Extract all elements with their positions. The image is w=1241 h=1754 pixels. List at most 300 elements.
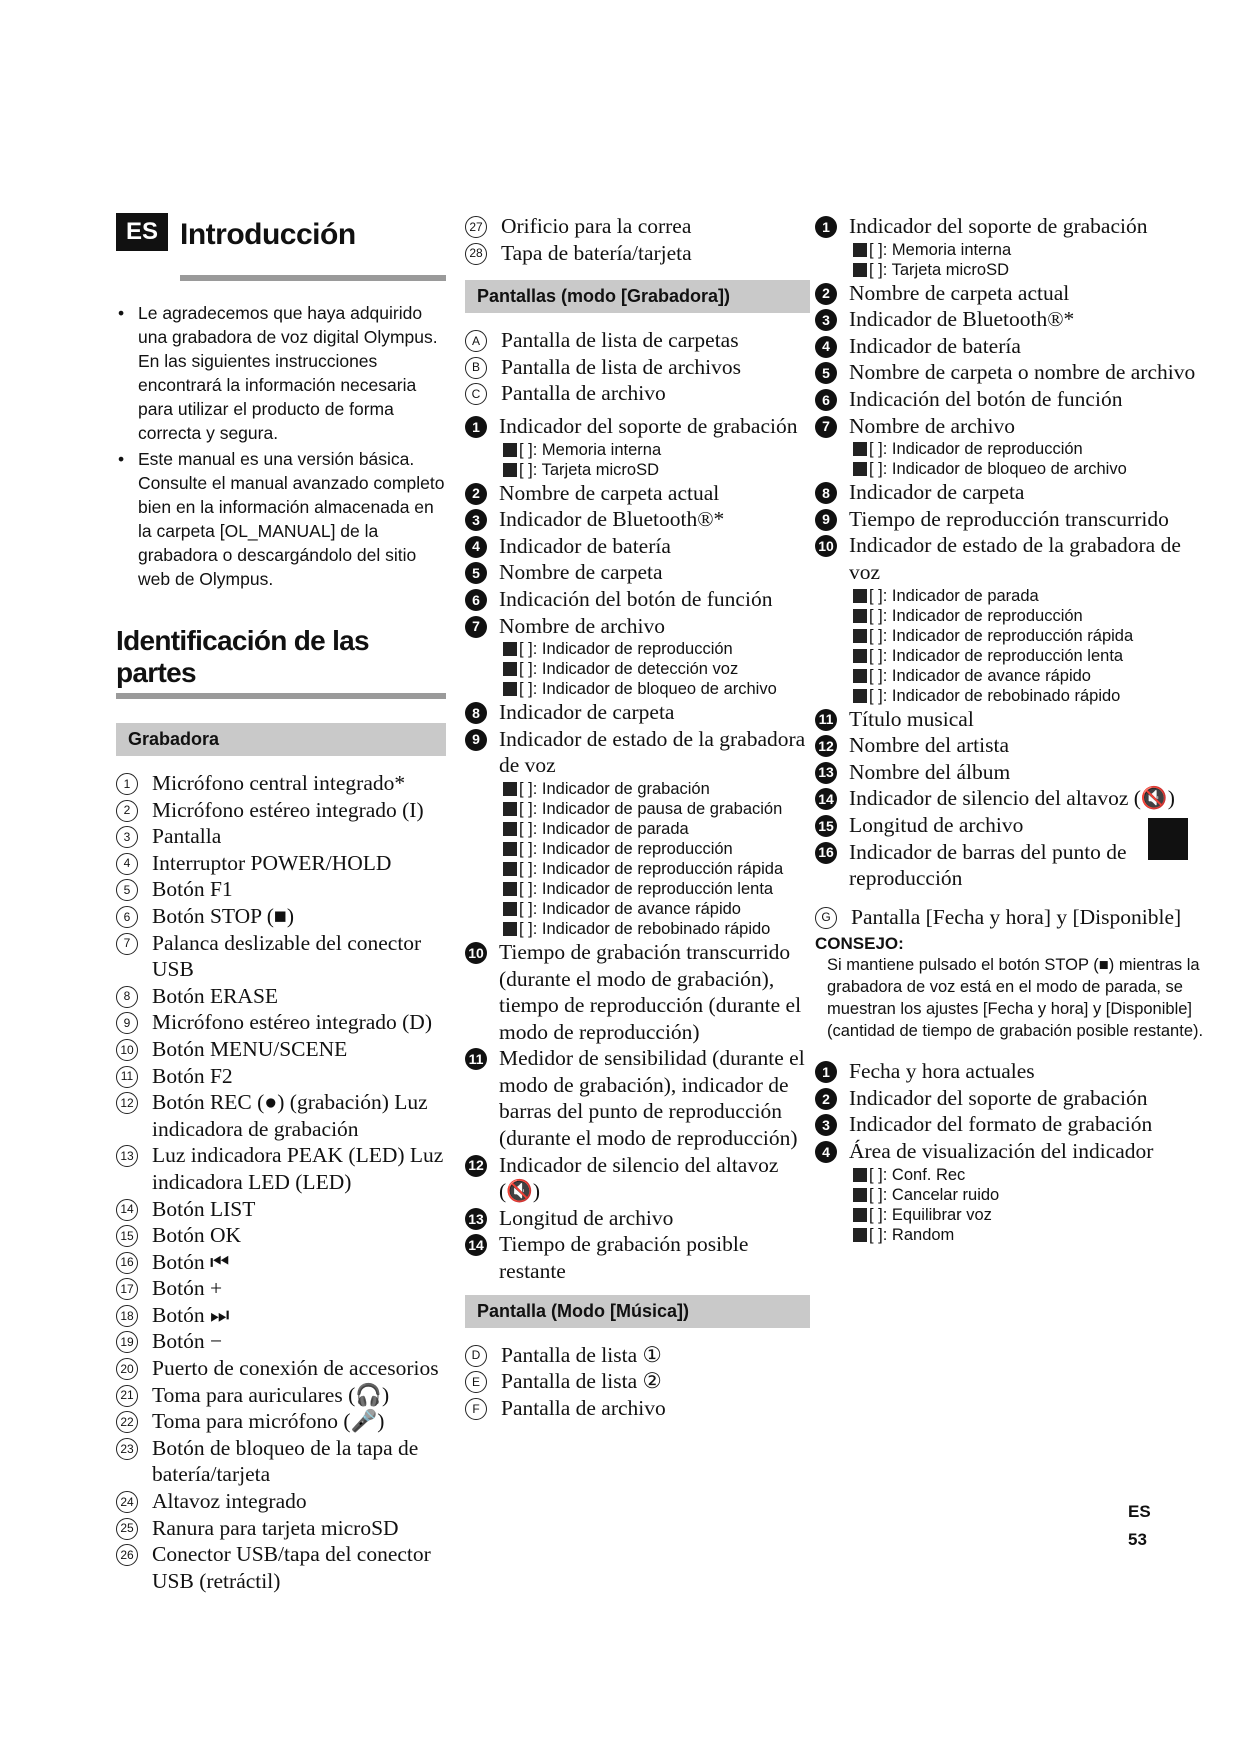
sub-item <box>815 646 1210 666</box>
screen-g-label: Pantalla [Fecha y hora] y [Disponible] <box>851 904 1182 929</box>
list-item <box>116 797 446 824</box>
sub-item <box>815 459 1210 479</box>
indicator-icon <box>503 862 517 876</box>
black-circle-number: 9 <box>815 509 837 531</box>
black-circle-number: 16 <box>815 842 837 864</box>
item-label: Puerto de conexión de accesorios <box>152 1356 439 1381</box>
sub-label: [ ]: Memoria interna <box>519 440 662 459</box>
indicator-icon <box>853 243 867 257</box>
sub-item <box>465 659 810 679</box>
item-label: Nombre de carpeta actual <box>499 480 720 505</box>
list-item <box>815 506 1210 533</box>
list-item <box>116 1222 446 1249</box>
sub-item <box>465 879 810 899</box>
black-circle-number: 1 <box>815 216 837 238</box>
indicator-icon <box>503 443 517 457</box>
circle-number: 20 <box>116 1358 138 1380</box>
item-label: Botón STOP (■) <box>152 903 295 928</box>
sub-item <box>815 606 1210 626</box>
list-item <box>465 939 810 1045</box>
black-circle-number: 1 <box>815 1061 837 1083</box>
sub-item <box>465 460 810 480</box>
item-label: Indicador de Bluetooth®* <box>849 307 1075 332</box>
language-badge: ES <box>116 213 168 251</box>
screen-list <box>465 1342 810 1422</box>
intro-bullet: • Este manual es una versión básica. Consulte el manual avanzado completo bien en la información almacenada en la carpeta [OL_MANUAL] de la grabadora o descargándolo del sitio web de Olympus. <box>116 447 446 591</box>
section-band: Pantallas (modo [Grabadora]) <box>465 280 810 313</box>
sub-item <box>815 260 1210 280</box>
item-label: Indicador de batería <box>849 333 1021 358</box>
item-label: Interruptor POWER/HOLD <box>152 850 392 875</box>
indicator-list <box>465 413 810 1285</box>
sub-item <box>815 1225 1210 1245</box>
indicator-icon <box>503 463 517 477</box>
indicator-icon <box>503 922 517 936</box>
circle-number: 3 <box>116 826 138 848</box>
circle-number: 7 <box>116 933 138 955</box>
black-circle-number: 13 <box>465 1208 487 1230</box>
item-label: Botón de bloqueo de la tapa de batería/tarjeta <box>152 1435 419 1487</box>
list-item <box>116 823 446 850</box>
list-item <box>116 1063 446 1090</box>
list-item <box>465 613 810 640</box>
indicator-icon <box>853 689 867 703</box>
sub-label: [ ]: Random <box>869 1225 955 1244</box>
circle-number: 23 <box>116 1438 138 1460</box>
item-label: Indicador de silencio del altavoz (🔇) <box>499 1152 779 1204</box>
list-item <box>116 1275 446 1302</box>
list-item <box>465 1231 810 1284</box>
black-circle-number: 14 <box>465 1234 487 1256</box>
item-label: Indicador de silencio del altavoz (🔇) <box>849 786 1175 811</box>
indicator-icon <box>503 882 517 896</box>
sub-item <box>465 919 810 939</box>
indicator-icon <box>853 649 867 663</box>
item-label: Indicador de batería <box>499 533 671 558</box>
list-item <box>815 1085 1210 1112</box>
sub-item <box>815 439 1210 459</box>
black-circle-number: 12 <box>815 735 837 757</box>
indicator-icon <box>853 263 867 277</box>
list-item <box>815 386 1210 413</box>
list-item <box>815 413 1210 440</box>
item-label: Medidor de sensibilidad (durante el modo de grabación), indicador de barras del punto de reproducción (durante el modo de reproducción) <box>499 1046 805 1151</box>
item-label: Botón REC (●) (grabación) Luz indicadora de grabación <box>152 1090 428 1141</box>
sub-item <box>465 799 810 819</box>
screen-g <box>815 904 1210 931</box>
item-label: Indicador del soporte de grabación <box>499 413 798 438</box>
list-item <box>815 1058 1210 1085</box>
item-label: Luz indicadora PEAK (LED) Luz indicadora LED (LED) <box>152 1143 444 1194</box>
list-item <box>116 1036 446 1063</box>
indicator-icon <box>503 822 517 836</box>
indicator-icon <box>853 609 867 623</box>
indicator-icon <box>853 442 867 456</box>
indicator-icon <box>853 1168 867 1182</box>
circle-number: 8 <box>116 986 138 1008</box>
list-item <box>815 333 1210 360</box>
indicator-list <box>815 1058 1210 1244</box>
list-item <box>815 479 1210 506</box>
item-label: Nombre de archivo <box>499 613 665 638</box>
circle-number: 4 <box>116 853 138 875</box>
circle-number: 17 <box>116 1278 138 1300</box>
list-item <box>116 983 446 1010</box>
list-item <box>465 1368 810 1395</box>
circle-number: 15 <box>116 1225 138 1247</box>
black-circle-number: 15 <box>815 815 837 837</box>
item-label: Indicador de estado de la grabadora de voz <box>849 533 1181 584</box>
item-label: Nombre de archivo <box>849 413 1015 438</box>
footer-lang: ES <box>1128 1502 1151 1521</box>
sub-item <box>465 440 810 460</box>
indicator-icon <box>853 1208 867 1222</box>
item-label: Indicador del formato de grabación <box>849 1112 1153 1137</box>
indicator-icon <box>503 842 517 856</box>
circle-number: 26 <box>116 1544 138 1566</box>
item-label: Indicador del soporte de grabación <box>849 214 1148 238</box>
sub-label: [ ]: Indicador de avance rápido <box>869 666 1091 685</box>
item-label: Botón ⏭ <box>152 1302 230 1327</box>
list-item <box>465 533 810 560</box>
circle-number: 14 <box>116 1199 138 1221</box>
list-item <box>116 1196 446 1223</box>
indicator-icon <box>503 782 517 796</box>
section-band: Grabadora <box>116 723 446 756</box>
item-label: Toma para micrófono (🎤) <box>152 1409 385 1434</box>
indicator-icon <box>503 642 517 656</box>
list-item <box>465 240 810 267</box>
list-item <box>465 726 810 779</box>
item-label: Micrófono central integrado* <box>152 771 406 795</box>
circle-number: 28 <box>465 243 487 265</box>
black-circle-number: 6 <box>465 589 487 611</box>
item-label: Nombre de carpeta <box>499 560 663 585</box>
black-circle-number: 8 <box>815 482 837 504</box>
sub-item <box>465 859 810 879</box>
circle-number: 12 <box>116 1092 138 1114</box>
circle-number: 24 <box>116 1491 138 1513</box>
black-circle-number: 4 <box>815 1141 837 1163</box>
intro-underline <box>180 275 446 281</box>
item-label: Nombre del álbum <box>849 759 1011 784</box>
indicator-icon <box>853 669 867 683</box>
column-2 <box>465 213 810 1421</box>
list-item <box>116 1382 446 1409</box>
circle-number: 25 <box>116 1518 138 1540</box>
list-item <box>465 559 810 586</box>
sub-item <box>465 839 810 859</box>
item-label: Área de visualización del indicador <box>849 1139 1154 1164</box>
item-label: Pantalla de lista de carpetas <box>501 328 739 353</box>
list-item <box>465 586 810 613</box>
sub-label: [ ]: Indicador de pausa de grabación <box>519 799 783 818</box>
sub-label: [ ]: Indicador de parada <box>869 586 1039 605</box>
black-circle-number: 4 <box>815 336 837 358</box>
intro-title: Introducción <box>180 218 356 251</box>
item-label: Indicador de Bluetooth®* <box>499 507 725 532</box>
sub-item <box>465 819 810 839</box>
sub-item <box>815 1205 1210 1225</box>
indicator-icon <box>853 589 867 603</box>
sub-label: [ ]: Tarjeta microSD <box>869 260 1009 279</box>
list-item <box>465 1152 810 1205</box>
circle-number: 22 <box>116 1411 138 1433</box>
circle-number: 13 <box>116 1145 138 1167</box>
circle-number: 27 <box>465 216 487 238</box>
sub-label: [ ]: Memoria interna <box>869 240 1012 259</box>
black-circle-number: 8 <box>465 702 487 724</box>
sub-item <box>815 586 1210 606</box>
section-tab-marker <box>1148 818 1188 860</box>
list-item <box>465 1205 810 1232</box>
indicator-icon <box>503 682 517 696</box>
sub-label: [ ]: Indicador de reproducción <box>869 440 1083 459</box>
list-item <box>116 876 446 903</box>
list-item <box>116 1089 446 1142</box>
item-label: Indicación del botón de función <box>849 386 1123 411</box>
section-band: Pantalla (Modo [Música]) <box>465 1295 810 1328</box>
page-number: 53 <box>1128 1530 1147 1549</box>
black-circle-number: 12 <box>465 1155 487 1177</box>
list-item <box>465 354 810 381</box>
black-circle-number: 3 <box>815 309 837 331</box>
circle-number: F <box>465 1398 487 1420</box>
item-label: Botón + <box>152 1276 223 1301</box>
circle-number: C <box>465 383 487 405</box>
list-item <box>465 480 810 507</box>
circle-number: 16 <box>116 1252 138 1274</box>
sub-item <box>815 240 1210 260</box>
list-item <box>815 532 1210 585</box>
list-item <box>815 732 1210 759</box>
indicator-icon <box>503 662 517 676</box>
sub-label: [ ]: Indicador de reproducción <box>519 839 733 858</box>
item-label: Botón F2 <box>152 1063 233 1088</box>
item-label: Longitud de archivo <box>849 812 1024 837</box>
black-circle-number: 7 <box>815 416 837 438</box>
list-item <box>116 1249 446 1276</box>
list-item <box>465 327 810 354</box>
list-item <box>815 280 1210 307</box>
list-item <box>815 1111 1210 1138</box>
item-label: Título musical <box>849 706 974 731</box>
sub-label: [ ]: Indicador de parada <box>519 819 689 838</box>
sub-label: [ ]: Conf. Rec <box>869 1165 966 1184</box>
item-label: Tapa de batería/tarjeta <box>501 240 692 265</box>
list-item <box>116 1142 446 1195</box>
sub-label: [ ]: Indicador de detección voz <box>519 660 739 679</box>
black-circle-number: 11 <box>815 709 837 731</box>
list-item <box>815 359 1210 386</box>
indicator-icon <box>853 1188 867 1202</box>
black-circle-number: 2 <box>465 483 487 505</box>
sub-item <box>815 686 1210 706</box>
sub-item <box>815 1185 1210 1205</box>
black-circle-number: 14 <box>815 788 837 810</box>
sub-item <box>815 666 1210 686</box>
item-label: Pantalla de archivo <box>501 1395 666 1420</box>
sub-label: [ ]: Indicador de bloqueo de archivo <box>519 680 777 699</box>
black-circle-number: 1 <box>465 416 487 438</box>
item-label: Botón LIST <box>152 1196 256 1221</box>
sub-item <box>815 626 1210 646</box>
item-label: Indicador de carpeta <box>499 700 675 725</box>
circle-number: 11 <box>116 1066 138 1088</box>
sub-label: [ ]: Indicador de rebobinado rápido <box>869 686 1121 705</box>
sub-label: [ ]: Equilibrar voz <box>869 1205 992 1224</box>
item-label: Conector USB/tapa del conector USB (retráctil) <box>152 1542 431 1593</box>
black-circle-number: 4 <box>465 536 487 558</box>
list-item <box>815 1138 1210 1165</box>
black-circle-number: 5 <box>815 362 837 384</box>
list-item <box>116 1408 446 1435</box>
item-label: Botón F1 <box>152 877 233 902</box>
black-circle-number: 6 <box>815 389 837 411</box>
list-item <box>815 213 1210 240</box>
indicator-icon <box>503 802 517 816</box>
item-label: Botón ⏮ <box>152 1249 230 1274</box>
sub-label: [ ]: Indicador de avance rápido <box>519 899 741 918</box>
item-label: Pantalla de lista de archivos <box>501 354 742 379</box>
list-item <box>465 413 810 440</box>
sub-item <box>465 679 810 699</box>
circle-number: D <box>465 1345 487 1367</box>
sub-item <box>465 779 810 799</box>
circle-number: 9 <box>116 1012 138 1034</box>
list-item <box>116 850 446 877</box>
list-item <box>116 1541 446 1594</box>
indicator-list <box>815 213 1210 892</box>
screen-list <box>465 327 810 407</box>
list-item <box>465 506 810 533</box>
list-item <box>116 1435 446 1488</box>
circle-number: 6 <box>116 906 138 928</box>
list-item <box>116 1355 446 1382</box>
circle-number: 10 <box>116 1039 138 1061</box>
black-circle-number: 10 <box>815 535 837 557</box>
list-item <box>116 1515 446 1542</box>
black-circle-number: 2 <box>815 283 837 305</box>
item-label: Nombre de carpeta actual <box>849 280 1070 305</box>
item-label: Pantalla de archivo <box>501 381 666 406</box>
item-label: Tiempo de grabación transcurrido (durante el modo de grabación), tiempo de reproducción (durante el modo de reproducción) <box>499 939 802 1044</box>
item-label: Tiempo de reproducción transcurrido <box>849 506 1169 531</box>
sub-label: [ ]: Indicador de reproducción rápida <box>869 626 1134 645</box>
list-item <box>815 785 1210 812</box>
item-label: Altavoz integrado <box>152 1489 307 1514</box>
list-item <box>116 1488 446 1515</box>
item-label: Ranura para tarjeta microSD <box>152 1515 399 1540</box>
indicator-icon <box>503 902 517 916</box>
circle-number: 21 <box>116 1385 138 1407</box>
list-item <box>116 930 446 983</box>
item-label: Pantalla de lista ① <box>501 1342 662 1367</box>
intro-header <box>116 213 446 251</box>
item-label: Nombre del artista <box>849 733 1010 758</box>
list-item <box>815 306 1210 333</box>
sub-label: [ ]: Indicador de reproducción lenta <box>519 879 774 898</box>
circle-number: 1 <box>116 773 138 795</box>
parts-list-cont <box>465 213 810 266</box>
indicator-icon <box>853 462 867 476</box>
item-label: Palanca deslizable del conector USB <box>152 930 422 982</box>
circle-number: B <box>465 357 487 379</box>
item-label: Indicador del soporte de grabación <box>849 1085 1148 1110</box>
list-item <box>116 770 446 797</box>
item-label: Micrófono estéreo integrado (D) <box>152 1010 432 1035</box>
sub-item <box>815 1165 1210 1185</box>
intro-bullet: • Le agradecemos que haya adquirido una grabadora de voz digital Olympus. En las siguientes instrucciones encontrará la información necesaria para utilizar el producto de forma correcta y segura. <box>116 301 446 445</box>
circle-number: A <box>465 330 487 352</box>
list-item <box>116 903 446 930</box>
parts-underline <box>116 693 446 699</box>
black-circle-number: 7 <box>465 616 487 638</box>
item-label: Fecha y hora actuales <box>849 1059 1035 1084</box>
parts-list <box>116 770 446 1594</box>
list-item <box>465 1045 810 1151</box>
item-label: Orificio para la correa <box>501 214 692 238</box>
circle-letter: G <box>815 907 837 929</box>
item-label: Pantalla <box>152 824 222 849</box>
black-circle-number: 13 <box>815 762 837 784</box>
circle-number: E <box>465 1371 487 1393</box>
sub-label: [ ]: Indicador de bloqueo de archivo <box>869 460 1127 479</box>
black-circle-number: 2 <box>815 1088 837 1110</box>
list-item <box>465 1395 810 1422</box>
black-circle-number: 3 <box>815 1114 837 1136</box>
item-label: Botón ERASE <box>152 983 279 1008</box>
item-label: Pantalla de lista ② <box>501 1369 662 1394</box>
item-label: Micrófono estéreo integrado (I) <box>152 797 424 822</box>
item-label: Indicación del botón de función <box>499 586 773 611</box>
sub-label: [ ]: Indicador de grabación <box>519 779 710 798</box>
item-label: Botón − <box>152 1329 223 1354</box>
circle-number: 5 <box>116 879 138 901</box>
indicator-icon <box>853 1228 867 1242</box>
list-item <box>815 706 1210 733</box>
list-item <box>116 1302 446 1329</box>
sub-item <box>465 639 810 659</box>
parts-title: Identificación de las partes <box>116 625 369 688</box>
item-label: Toma para auriculares (🎧) <box>152 1382 390 1407</box>
tip-label: CONSEJO: <box>815 934 904 954</box>
list-item <box>116 1328 446 1355</box>
item-label: Botón MENU/SCENE <box>152 1036 348 1061</box>
sub-label: [ ]: Indicador de reproducción <box>869 606 1083 625</box>
list-item <box>465 213 810 240</box>
item-label: Nombre de carpeta o nombre de archivo <box>849 360 1196 385</box>
list-item <box>465 380 810 407</box>
black-circle-number: 5 <box>465 562 487 584</box>
list-item <box>116 1009 446 1036</box>
sub-label: [ ]: Tarjeta microSD <box>519 460 659 479</box>
black-circle-number: 11 <box>465 1048 487 1070</box>
black-circle-number: 10 <box>465 942 487 964</box>
list-item <box>465 1342 810 1369</box>
item-label: Botón OK <box>152 1223 241 1248</box>
item-label: Longitud de archivo <box>499 1205 674 1230</box>
circle-number: 19 <box>116 1331 138 1353</box>
sub-label: [ ]: Indicador de reproducción lenta <box>869 646 1124 665</box>
sub-label: [ ]: Indicador de reproducción rápida <box>519 859 784 878</box>
black-circle-number: 9 <box>465 729 487 751</box>
tip-text: Si mantiene pulsado el botón STOP (■) mientras la grabadora de voz está en el modo de parada, se muestran los ajustes [Fecha y hora] y [Disponible] (cantidad de tiempo de grabación posible restante). <box>827 956 1204 1041</box>
list-item <box>465 699 810 726</box>
column-1 <box>116 213 446 1594</box>
item-label: Indicador de estado de la grabadora de voz <box>499 726 806 778</box>
column-3 <box>815 213 1210 1245</box>
